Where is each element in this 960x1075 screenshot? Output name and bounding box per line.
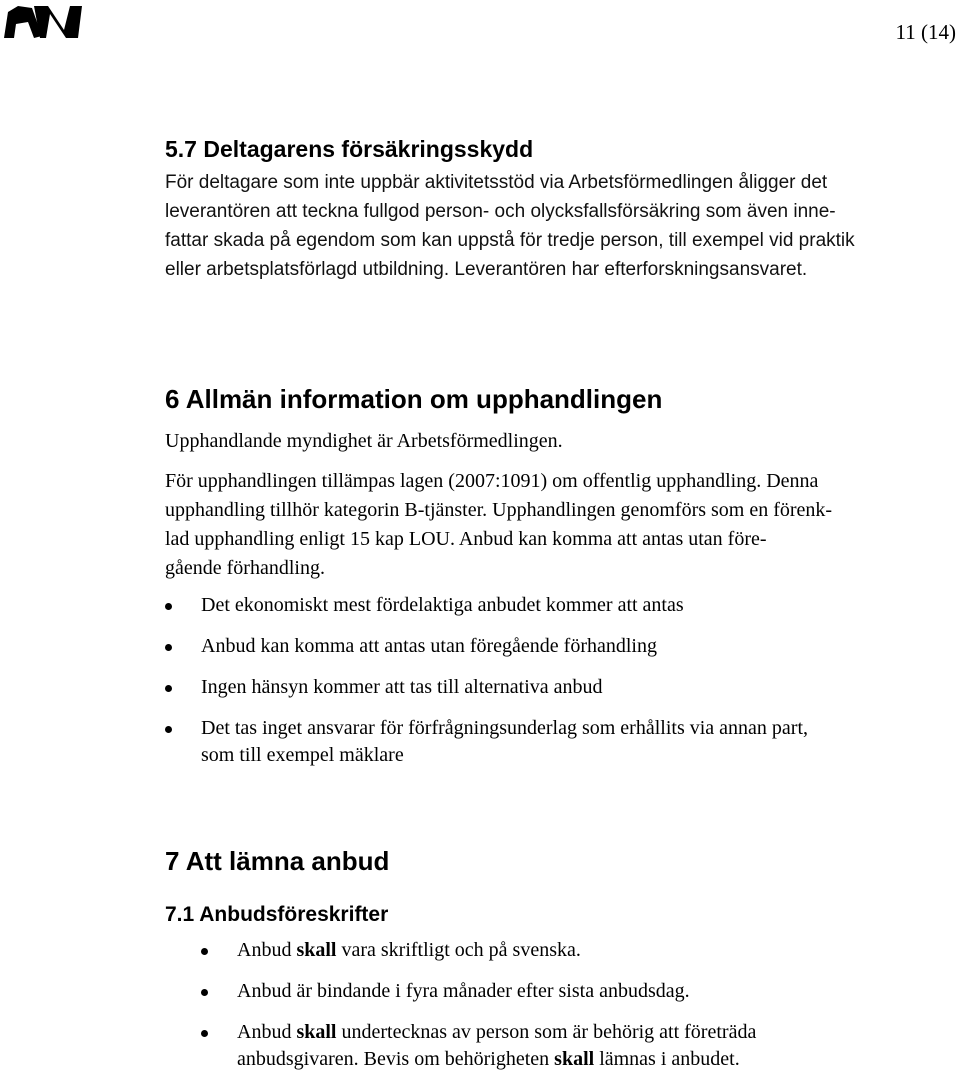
bullet-text-line: [237, 1046, 955, 1073]
text-run: lämnas i anbudet.: [594, 1048, 740, 1070]
text-run: Anbud är bindande i fyra månader efter sista anbudsdag.: [237, 980, 690, 1002]
bullet-dot-icon: [165, 726, 172, 733]
bullet-item: [165, 937, 955, 964]
bullet-dot-icon: [165, 685, 172, 692]
bullet-dot-icon: [201, 1030, 208, 1037]
page-number: 11 (14): [895, 20, 956, 44]
bullet-dot-icon: [201, 948, 208, 955]
bullet-text-line: [237, 937, 955, 964]
section-6-heading: 6 Allmän information om upphandlingen: [165, 384, 663, 414]
paragraph-line: gående förhandling.: [165, 557, 325, 579]
bullet-text-line: Det ekonomiskt mest fördelaktiga anbudet kommer att antas: [201, 594, 684, 616]
paragraph-line: leverantören att teckna fullgod person- och olycksfallsförsäkring som även inne-: [165, 201, 836, 222]
section-7-1-bullet-list: [165, 937, 955, 1073]
section-5-7-paragraph: [165, 168, 955, 284]
section-6-paragraph-2: [165, 467, 955, 583]
section-5-7-heading: 5.7 Deltagarens försäkringsskydd: [165, 136, 534, 162]
bullet-item: [165, 978, 955, 1005]
paragraph-line: För upphandlingen tillämpas lagen (2007:1091) om offentlig upphandling. Denna: [165, 470, 819, 492]
text-run: Anbud: [237, 939, 297, 961]
section-6-bullet-list: [165, 592, 955, 769]
emphasis-text: skall: [296, 939, 337, 961]
text-run: Anbud: [237, 1021, 297, 1043]
bullet-item: [165, 715, 955, 769]
bullet-dot-icon: [165, 644, 172, 651]
emphasis-text: skall: [296, 1021, 337, 1043]
section-6-paragraph-1: Upphandlande myndighet är Arbetsförmedlingen.: [165, 430, 563, 452]
paragraph-line: eller arbetsplatsförlagd utbildning. Leverantören har efterforskningsansvaret.: [165, 259, 808, 280]
organization-logo: [4, 2, 84, 42]
bullet-text-line: [237, 1019, 955, 1046]
paragraph-line: För deltagare som inte uppbär aktivitetsstöd via Arbetsförmedlingen åligger det: [165, 172, 828, 193]
bullet-dot-icon: [165, 603, 172, 610]
bullet-item: [165, 592, 955, 619]
text-run: undertecknas av person som är behörig att företräda: [336, 1021, 757, 1043]
bullet-item: [165, 1019, 955, 1073]
section-7-heading: 7 Att lämna anbud: [165, 846, 390, 876]
text-run: vara skriftligt och på svenska.: [336, 939, 581, 961]
bullet-text-line: som till exempel mäklare: [201, 744, 404, 766]
bullet-text-line: [237, 978, 955, 1005]
paragraph-line: upphandling tillhör kategorin B-tjänster. Upphandlingen genomförs som en förenk-: [165, 499, 833, 521]
bullet-text-line: Anbud kan komma att antas utan föregående förhandling: [201, 635, 657, 657]
bullet-text-line: Ingen hänsyn kommer att tas till alternativa anbud: [201, 676, 603, 698]
emphasis-text: skall: [554, 1048, 595, 1070]
paragraph-line: lad upphandling enligt 15 kap LOU. Anbud kan komma att antas utan före-: [165, 528, 767, 550]
bullet-item: [165, 633, 955, 660]
section-7-1-heading: 7.1 Anbudsföreskrifter: [165, 903, 389, 926]
bullet-item: [165, 674, 955, 701]
bullet-dot-icon: [201, 989, 208, 996]
paragraph-line: fattar skada på egendom som kan uppstå för tredje person, till exempel vid praktik: [165, 230, 855, 251]
bullet-text-line: Det tas inget ansvarar för förfrågningsunderlag som erhållits via annan part,: [201, 717, 809, 739]
text-run: anbudsgivaren. Bevis om behörigheten: [237, 1048, 555, 1070]
